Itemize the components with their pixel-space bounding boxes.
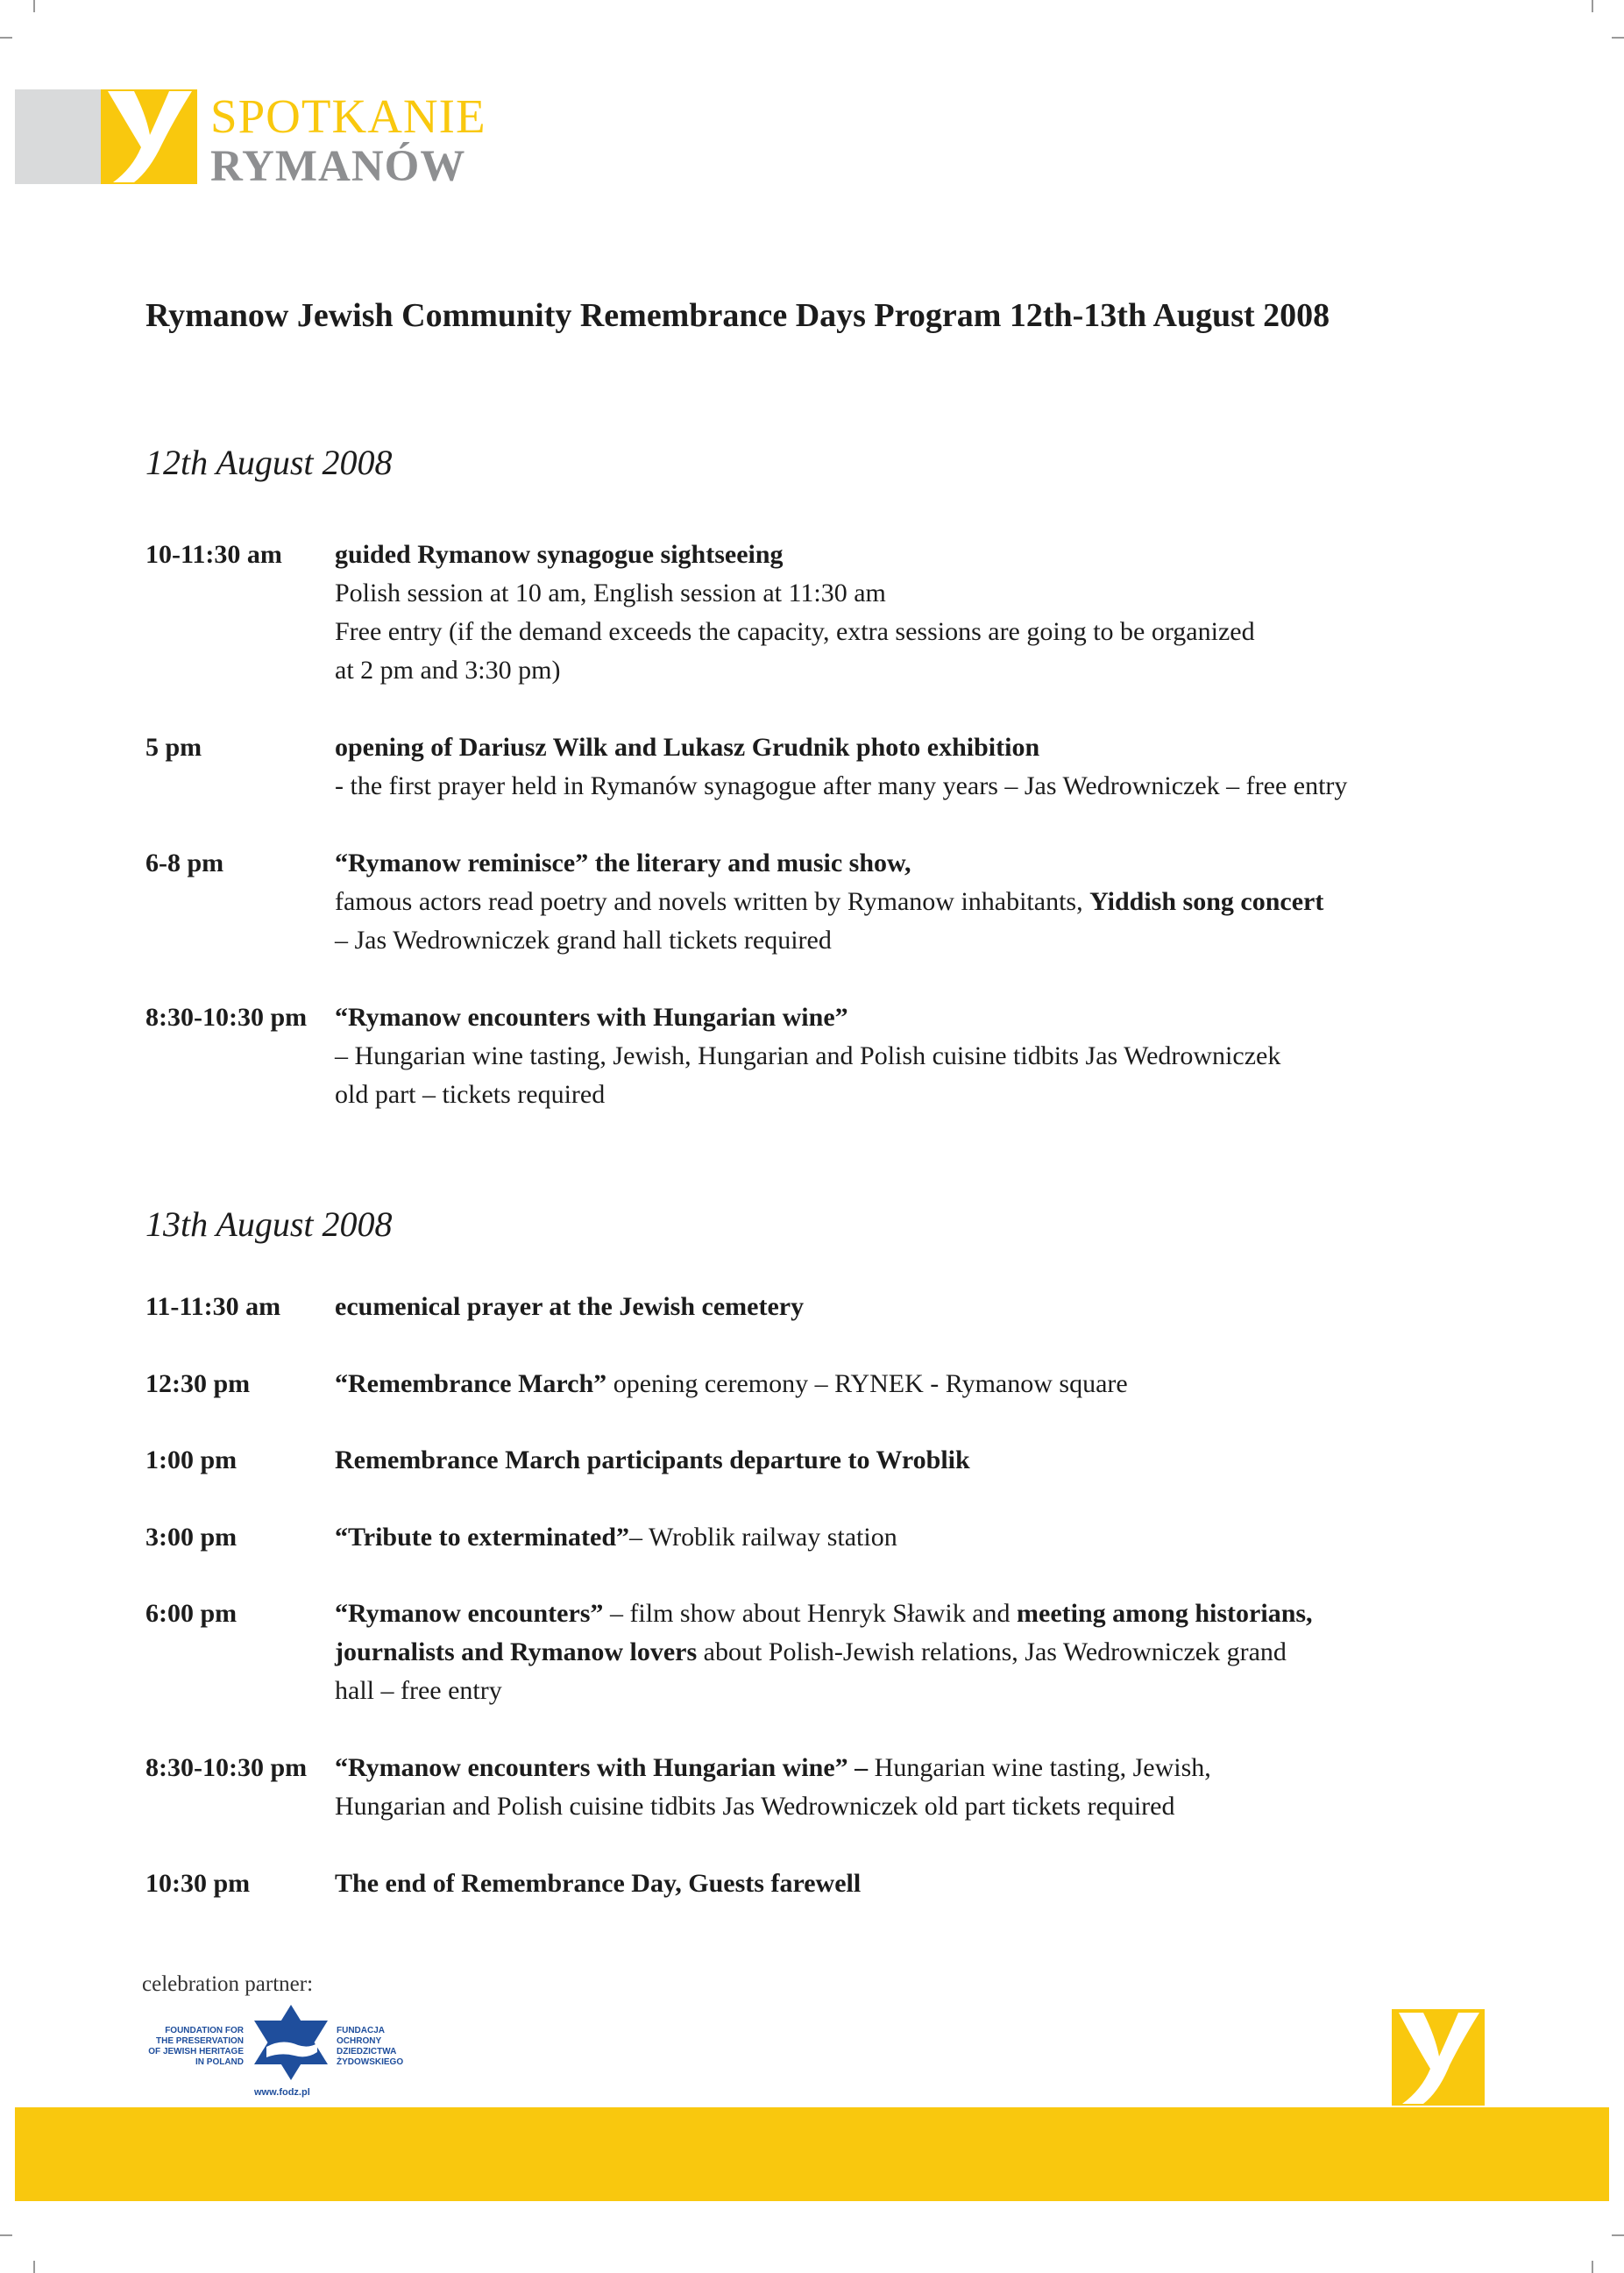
bold-text: guided Rymanow synagogue sightseeing: [335, 540, 784, 569]
fodz-english-name: FOUNDATION FOR THE PRESERVATION OF JEWISH HERITAGE IN POLAND: [148, 2026, 244, 2067]
crop-mark: [0, 37, 12, 39]
event-time: 6:00 pm: [145, 1599, 238, 1628]
fodz-polish-name: FUNDACJA OCHRONY DZIEDZICTWA ŻYDOWSKIEGO: [337, 2026, 404, 2067]
crop-mark: [0, 2234, 12, 2236]
event-time: 5 pm: [145, 733, 202, 762]
event-description: [335, 1518, 1513, 1557]
description-line: [335, 1037, 1513, 1076]
text: opening ceremony – RYNEK - Rymanow square: [606, 1369, 1128, 1398]
footer-yellow-band: [15, 2107, 1609, 2201]
event-time: 8:30-10:30 pm: [145, 1003, 308, 1032]
day1-event: [145, 728, 1513, 806]
event-description: [335, 728, 1513, 806]
description-line: [335, 1076, 1513, 1114]
description-line: [335, 1441, 1513, 1480]
text: Hungarian wine tasting, Jewish,: [868, 1753, 1211, 1782]
text: old part – tickets required: [335, 1080, 606, 1109]
description-line: [335, 1787, 1513, 1826]
description-line: [335, 1865, 1513, 1903]
event-time: 12:30 pm: [145, 1369, 251, 1398]
partner-label: celebration partner:: [142, 1972, 314, 1996]
text: famous actors read poetry and novels written by Rymanow inhabitants,: [335, 887, 1090, 916]
description-line: [335, 1749, 1513, 1787]
description-line: [335, 1633, 1513, 1672]
bold-text: “Remembrance March”: [335, 1369, 607, 1398]
day2-heading: 13th August 2008: [145, 1204, 393, 1244]
description-line: [335, 1288, 1513, 1326]
event-description: [335, 998, 1513, 1114]
logo-y-mark: [101, 89, 197, 184]
event-time: 1:00 pm: [145, 1445, 238, 1474]
event-description: [335, 1288, 1513, 1326]
event-description: [335, 536, 1513, 690]
crop-mark: [1612, 2234, 1624, 2236]
day2-event: [145, 1749, 1513, 1826]
fodz-url: www.fodz.pl: [254, 2087, 310, 2098]
event-description: [335, 1441, 1513, 1480]
crop-mark: [1612, 37, 1624, 39]
text: - the first prayer held in Rymanów synagogue after many years – Jas Wedrowniczek – free entry: [335, 771, 1348, 800]
crop-mark: [33, 2261, 35, 2273]
star-of-david-icon: [247, 2003, 335, 2082]
text: about Polish-Jewish relations, Jas Wedrowniczek grand: [697, 1637, 1287, 1666]
event-time: 10:30 pm: [145, 1869, 251, 1898]
text: – Hungarian wine tasting, Jewish, Hungarian and Polish cuisine tidbits Jas Wedrowniczek: [335, 1041, 1281, 1070]
bold-text: “Rymanow reminisce” the literary and music show,: [335, 849, 911, 877]
description-line: [335, 613, 1513, 651]
day1-event: [145, 998, 1513, 1114]
bold-text: “Tribute to exterminated”: [335, 1523, 630, 1552]
bold-text: journalists and Rymanow lovers: [335, 1637, 698, 1666]
event-description: [335, 1595, 1513, 1710]
description-line: [335, 883, 1513, 921]
bold-text: The end of Remembrance Day, Guests farewell: [335, 1869, 862, 1898]
event-time: 6-8 pm: [145, 849, 224, 877]
crop-mark: [1592, 0, 1593, 12]
crop-mark: [1592, 2261, 1593, 2273]
day2-event: [145, 1441, 1513, 1480]
day2-event: [145, 1288, 1513, 1326]
description-line: [335, 728, 1513, 767]
text: Hungarian and Polish cuisine tidbits Jas Wedrowniczek old part tickets required: [335, 1792, 1175, 1821]
document-title: Rymanow Jewish Community Remembrance Days Program 12th-13th August 2008: [145, 297, 1330, 334]
description-line: [335, 1518, 1513, 1557]
description-line: [335, 574, 1513, 613]
logo-text-spotkanie: SPOTKANIE: [210, 89, 486, 143]
event-description: [335, 1749, 1513, 1826]
day2-event: [145, 1595, 1513, 1710]
text: hall – free entry: [335, 1676, 502, 1705]
bold-text: meeting among historians,: [1017, 1599, 1313, 1628]
text: – Wroblik railway station: [629, 1523, 897, 1552]
fodz-logo: [123, 2003, 421, 2106]
text: Free entry (if the demand exceeds the capacity, extra sessions are going to be organized: [335, 617, 1255, 646]
day1-event: [145, 844, 1513, 960]
day2-event: [145, 1518, 1513, 1557]
bold-text: “Rymanow encounters with Hungarian wine” –: [335, 1753, 869, 1782]
event-time: 8:30-10:30 pm: [145, 1753, 308, 1782]
bold-text: opening of Dariusz Wilk and Lukasz Grudnik photo exhibition: [335, 733, 1040, 762]
logo-text-rymanow: RYMANÓW: [210, 142, 466, 191]
description-line: [335, 767, 1513, 806]
event-time: 11-11:30 am: [145, 1292, 281, 1321]
bold-text: Yiddish song concert: [1089, 887, 1324, 916]
day2-event: [145, 1865, 1513, 1903]
event-description: [335, 1865, 1513, 1903]
text: at 2 pm and 3:30 pm): [335, 656, 561, 685]
description-line: [335, 536, 1513, 574]
day1-heading: 12th August 2008: [145, 443, 393, 482]
day2-event: [145, 1365, 1513, 1403]
bold-text: “Rymanow encounters”: [335, 1599, 604, 1628]
text: – film show about Henryk Sławik and: [603, 1599, 1018, 1628]
event-description: [335, 1365, 1513, 1403]
day1-event: [145, 536, 1513, 690]
description-line: [335, 1595, 1513, 1633]
description-line: [335, 844, 1513, 883]
event-time: 10-11:30 am: [145, 540, 282, 569]
text: Polish session at 10 am, English session at 11:30 am: [335, 579, 886, 607]
description-line: [335, 998, 1513, 1037]
bold-text: “Rymanow encounters with Hungarian wine”: [335, 1003, 848, 1032]
description-line: [335, 1672, 1513, 1710]
crop-mark: [33, 0, 35, 12]
logo-grey-block: [15, 89, 101, 184]
text: – Jas Wedrowniczek grand hall tickets required: [335, 926, 832, 955]
description-line: [335, 1365, 1513, 1403]
description-line: [335, 921, 1513, 960]
rymanow-y-mark-icon: [1392, 2009, 1485, 2106]
event-time: 3:00 pm: [145, 1523, 238, 1552]
description-line: [335, 651, 1513, 690]
bold-text: ecumenical prayer at the Jewish cemetery: [335, 1292, 805, 1321]
event-description: [335, 844, 1513, 960]
bold-text: Remembrance March participants departure to Wroblik: [335, 1445, 970, 1474]
